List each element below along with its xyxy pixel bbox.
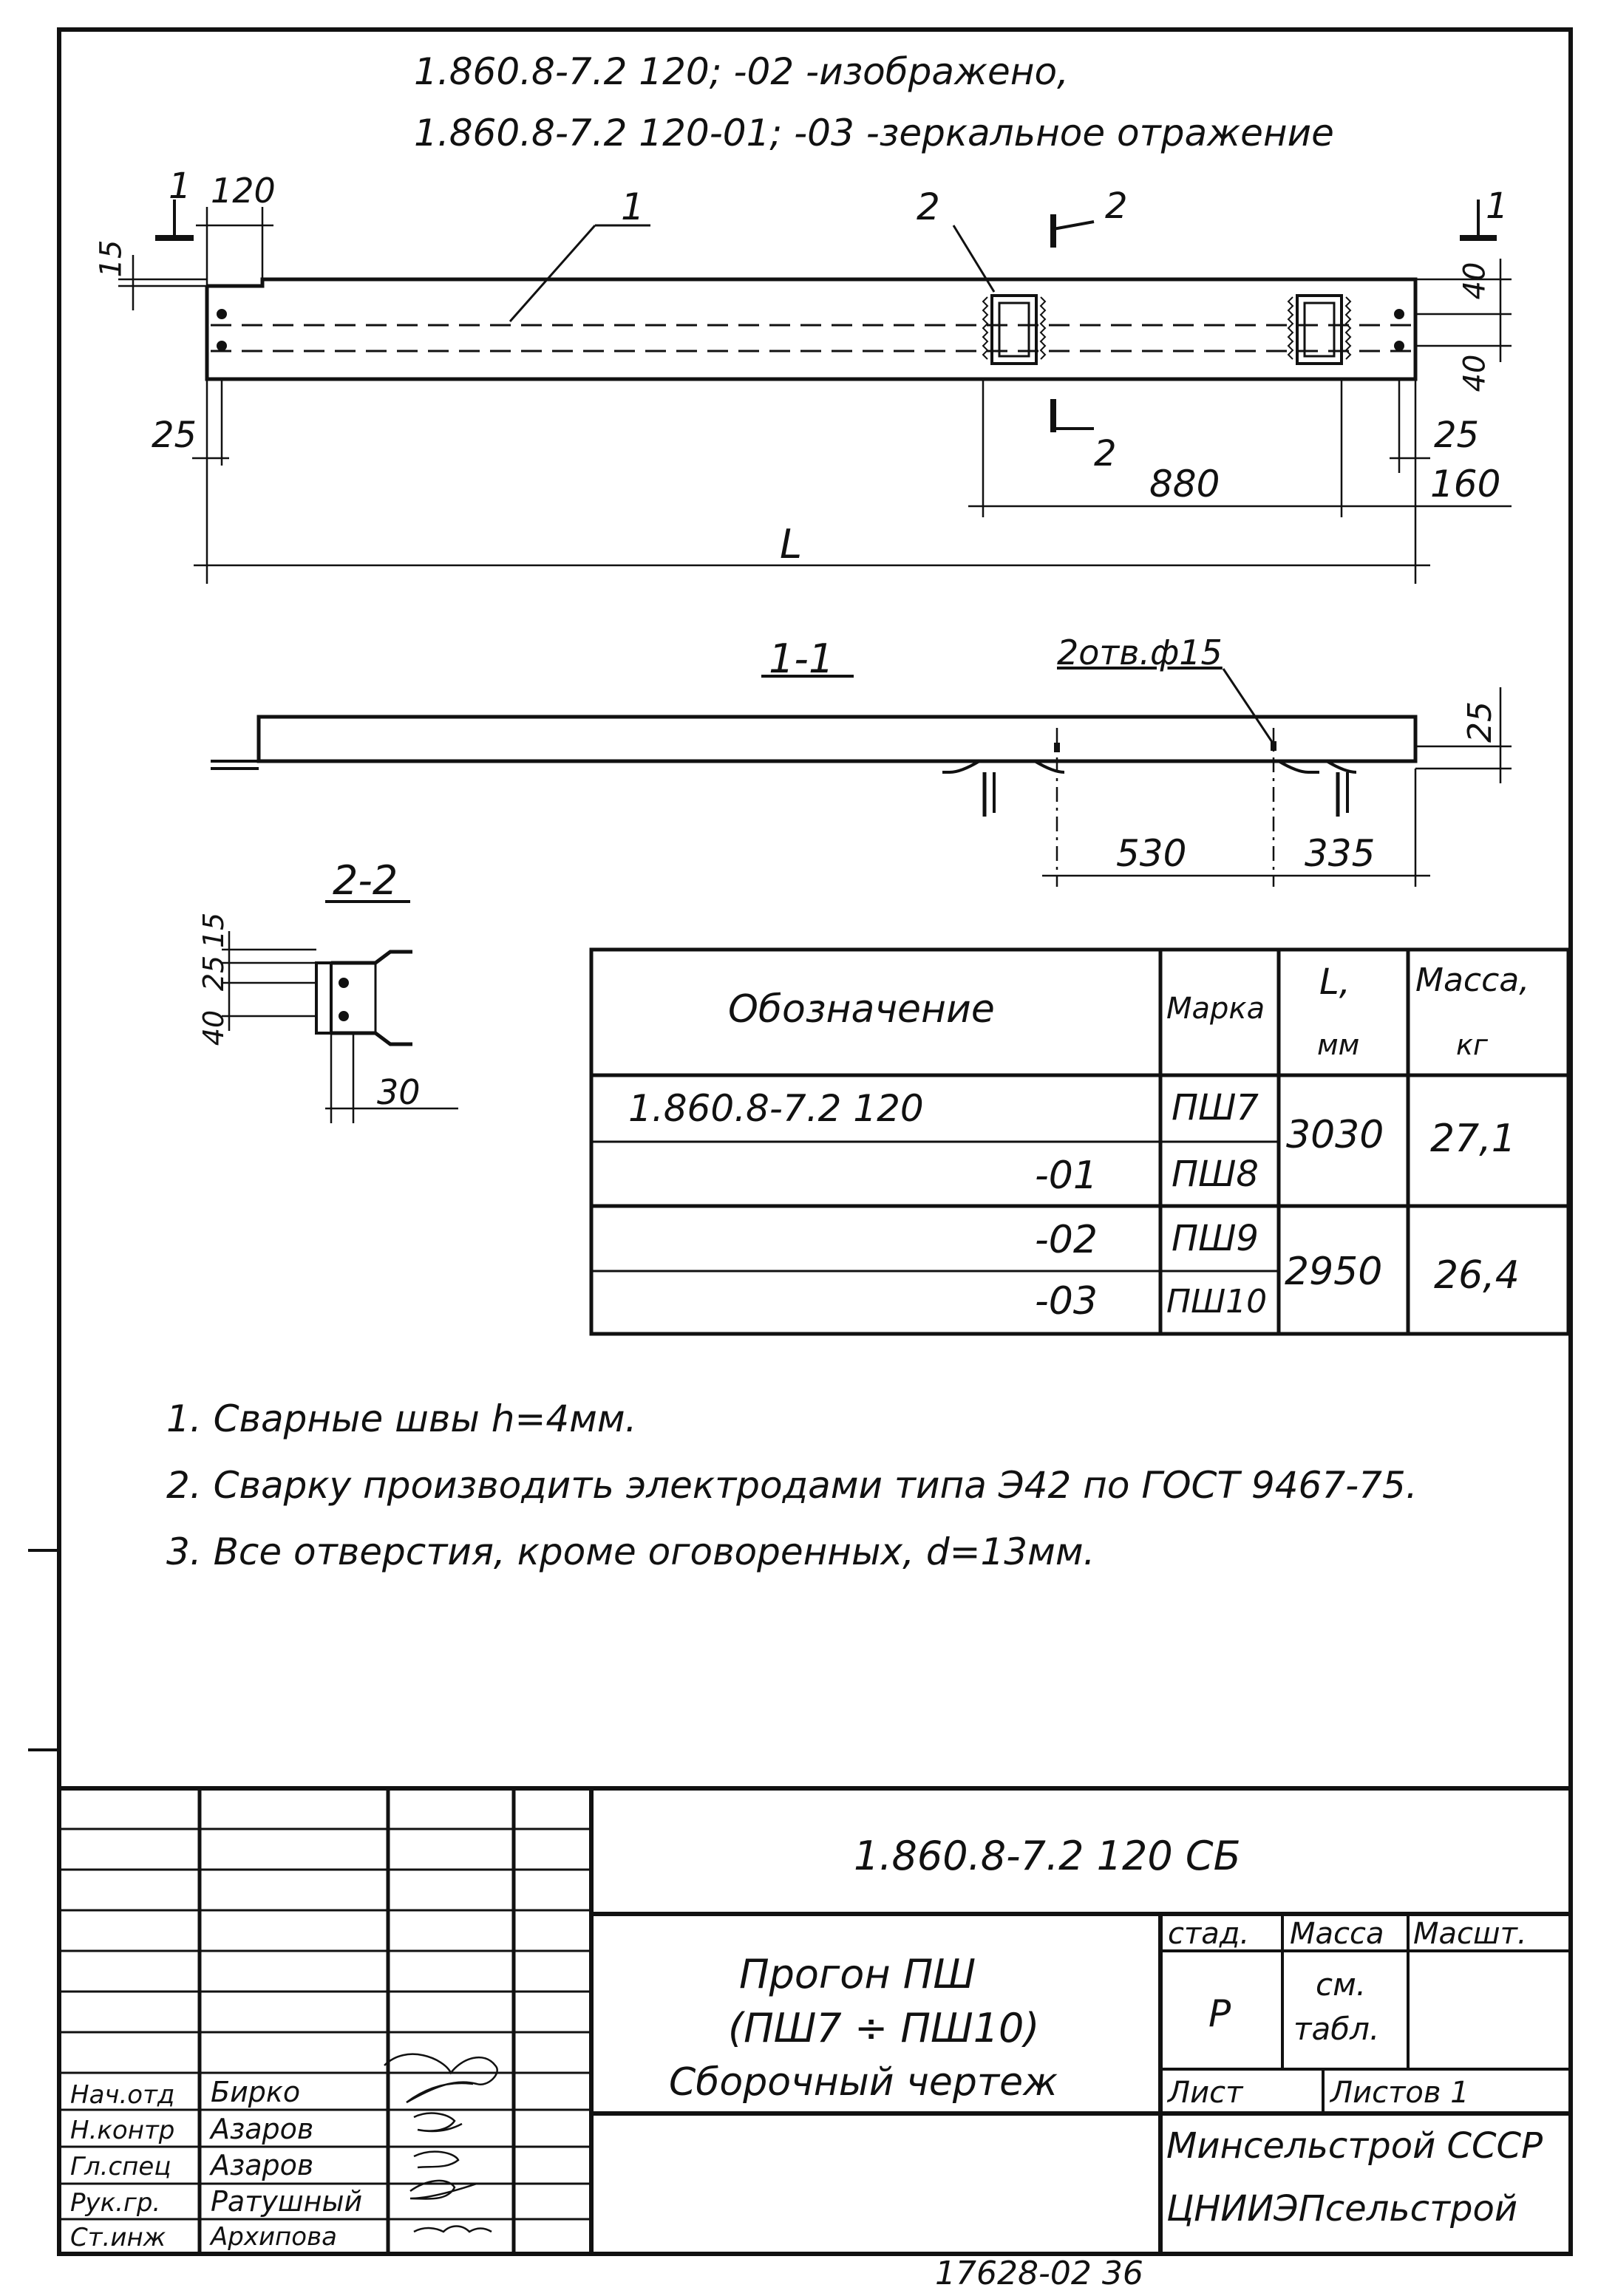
mass-label: Масса	[1290, 1917, 1384, 1951]
dimension-25-s22: 25	[197, 955, 231, 992]
dimension-120: 120	[211, 171, 276, 211]
table-header-mass: Масса,	[1415, 961, 1530, 999]
table-header-designation: Обозначение	[728, 987, 995, 1032]
header-line-2: 1.860.8-7.2 120-01; -03 -зеркальное отражение	[414, 112, 1334, 154]
staff-name-1: Бирко	[211, 2076, 301, 2108]
table-group-1-length: 3030	[1286, 1113, 1384, 1157]
scale-label: Масшт.	[1413, 1917, 1527, 1951]
position-1-label: 1	[621, 185, 645, 228]
stage-label: стад.	[1168, 1917, 1250, 1951]
dimension-530: 530	[1116, 832, 1187, 875]
dimension-15-s22: 15	[197, 912, 231, 949]
dimension-160: 160	[1430, 463, 1501, 505]
document-code: 1.860.8-7.2 120 СБ	[854, 1833, 1241, 1879]
table-header-mark: Марка	[1166, 992, 1265, 1026]
note-3: 3. Все отверстия, кроме оговоренных, d=13мм.	[166, 1530, 1095, 1573]
table-header-length: L,	[1319, 961, 1350, 1003]
table-row-3-mark: ПШ9	[1172, 1218, 1259, 1259]
position-2-label: 2	[917, 185, 940, 228]
section-2-top-label: 2	[1105, 185, 1128, 227]
dimension-880: 880	[1149, 463, 1220, 505]
section-1-right-label: 1	[1486, 185, 1509, 227]
dimension-L: L	[780, 521, 803, 568]
mass-value-1: см.	[1316, 1966, 1367, 2003]
sheet-label: Лист	[1168, 2076, 1243, 2110]
dimension-40-s22: 40	[197, 1009, 231, 1046]
staff-role-3: Гл.спец	[70, 2152, 171, 2181]
staff-name-2: Азаров	[211, 2113, 314, 2145]
section-1-1-title: 1-1	[769, 636, 834, 682]
dimension-40-bottom: 40	[1458, 354, 1492, 392]
organization-line-1: Минсельстрой СССР	[1166, 2125, 1543, 2167]
table-group-2-mass: 26,4	[1434, 1253, 1520, 1298]
dimension-30-s22: 30	[377, 1072, 421, 1112]
table-header-mass-unit: кг	[1456, 1029, 1488, 1061]
signatures	[384, 2054, 497, 2232]
table-group-2-length: 2950	[1285, 1250, 1383, 1294]
table-row-4-mark: ПШ10	[1166, 1283, 1268, 1321]
header-line-1: 1.860.8-7.2 120; -02 -изображено,	[414, 50, 1069, 93]
section-2-2-title: 2-2	[333, 857, 398, 904]
table-row-1-mark: ПШ7	[1172, 1087, 1259, 1128]
mass-value-2: табл.	[1293, 2011, 1380, 2047]
table-row-3-designation: -02	[1035, 1218, 1098, 1262]
dimension-25-left: 25	[152, 415, 197, 456]
note-1: 1. Сварные швы h=4мм.	[166, 1397, 637, 1440]
stage-value: Р	[1208, 1992, 1231, 2035]
beam-plan-view	[207, 279, 1415, 379]
table-row-2-designation: -01	[1035, 1154, 1098, 1198]
section-2-2-view	[222, 902, 458, 1123]
staff-role-4: Рук.гр.	[70, 2188, 161, 2218]
dimension-25-right: 25	[1434, 415, 1480, 456]
dimension-25-section: 25	[1461, 701, 1499, 743]
staff-role-1: Нач.отд	[70, 2080, 175, 2110]
organization-line-2: ЦНИИЭПсельстрой	[1166, 2188, 1518, 2229]
section-2-bottom-label: 2	[1094, 433, 1117, 474]
section-1-left-label: 1	[169, 166, 191, 207]
note-2: 2. Сварку производить электродами типа Э42 по ГОСТ 9467-75.	[166, 1464, 1418, 1507]
table-group-1-mass: 27,1	[1430, 1117, 1516, 1161]
title-name-line-2: (ПШ7 ÷ ПШ10)	[728, 2005, 1040, 2051]
staff-name-5: Архипова	[211, 2222, 337, 2252]
table-row-4-designation: -03	[1035, 1279, 1098, 1324]
table-header-length-unit: мм	[1317, 1029, 1360, 1061]
dimension-15: 15	[94, 239, 129, 278]
staff-name-3: Азаров	[211, 2149, 314, 2181]
sheets-label: Листов 1	[1330, 2076, 1469, 2110]
staff-name-4: Ратушный	[211, 2185, 363, 2218]
table-row-2-mark: ПШ8	[1172, 1154, 1259, 1195]
footer-number: 17628-02 36	[935, 2255, 1143, 2292]
dimension-335: 335	[1305, 832, 1376, 875]
title-name-line-3: Сборочный чертеж	[669, 2060, 1058, 2105]
dimension-40-top: 40	[1458, 262, 1492, 300]
staff-role-2: Н.контр	[70, 2116, 175, 2145]
staff-role-5: Ст.инж	[70, 2223, 166, 2252]
title-name-line-1: Прогон ПШ	[739, 1951, 976, 1997]
holes-label: 2отв.ф15	[1057, 633, 1223, 672]
table-row-1-designation: 1.860.8-7.2 120	[628, 1087, 924, 1130]
